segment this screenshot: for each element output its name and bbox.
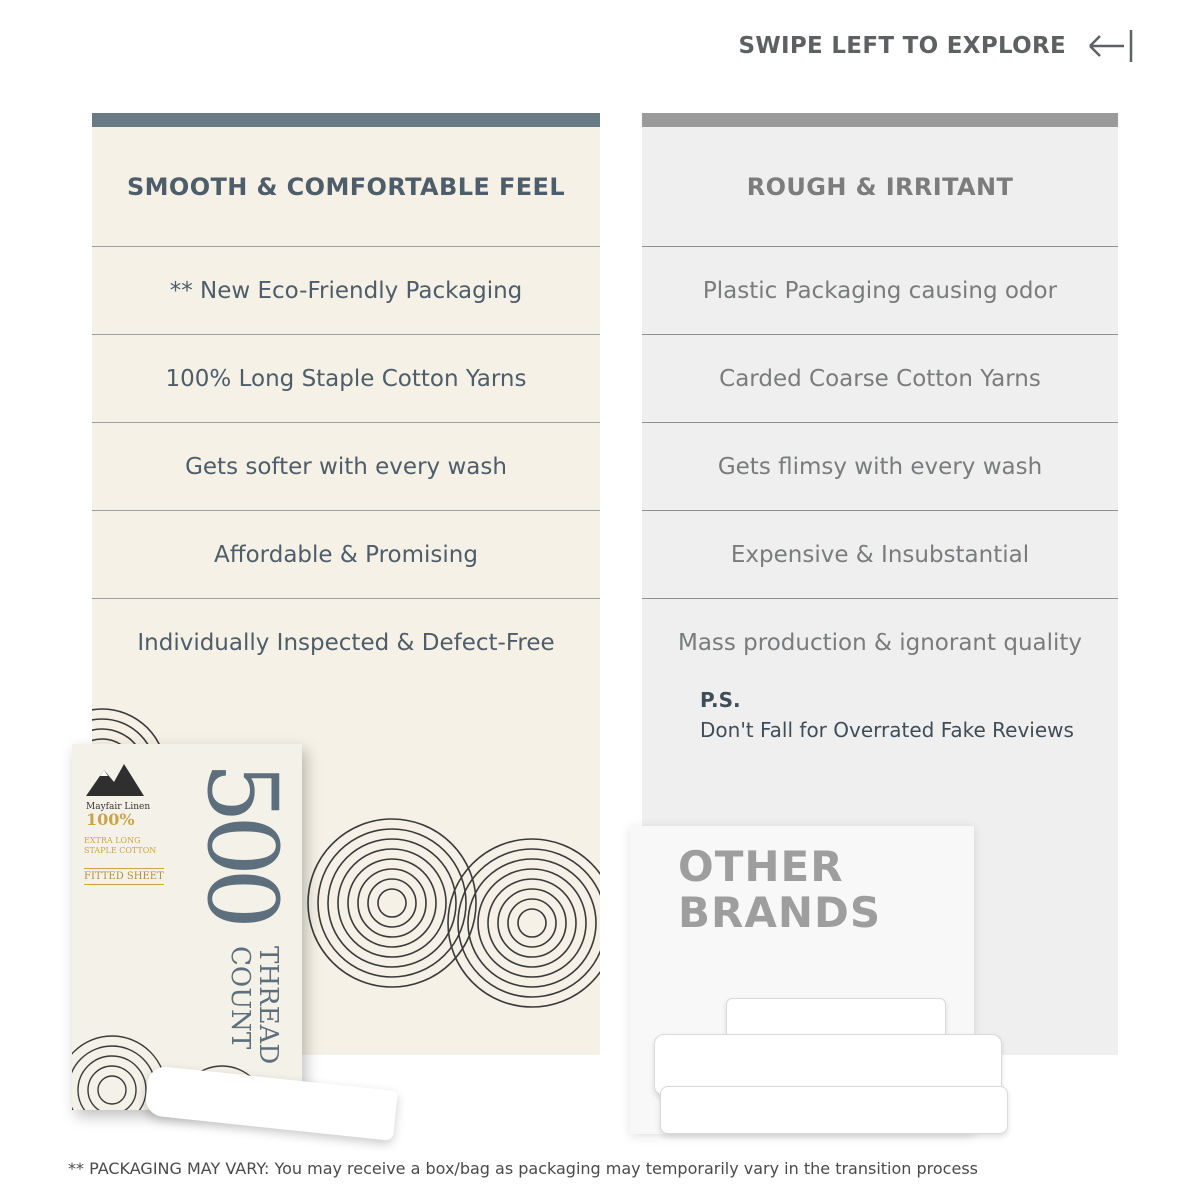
packaging-disclaimer: ** PACKAGING MAY VARY: You may receive a box/bag as packaging may temporarily vary in the transition process (68, 1159, 978, 1178)
fitted-sheet (660, 1086, 1008, 1134)
folded-sheet (146, 1070, 406, 1140)
left-heading: SMOOTH & COMFORTABLE FEEL (92, 127, 600, 247)
cotton-type: EXTRA LONG STAPLE COTTON (84, 836, 157, 855)
left-row-packaging: ** New Eco-Friendly Packaging (92, 247, 600, 335)
brand-name: Mayfair Linen (86, 802, 151, 812)
left-row-yarns: 100% Long Staple Cotton Yarns (92, 335, 600, 423)
ps-label: P.S. (700, 688, 741, 712)
product-type: FITTED SHEET (84, 868, 164, 885)
mayfair-product-box (72, 744, 302, 1110)
right-row-packaging: Plastic Packaging causing odor (642, 247, 1118, 335)
right-heading: ROUGH & IRRITANT (642, 127, 1118, 247)
left-row-wash: Gets softer with every wash (92, 423, 600, 511)
right-row-wash: Gets flimsy with every wash (642, 423, 1118, 511)
right-row-price: Expensive & Insubstantial (642, 511, 1118, 599)
column-top-bar (642, 113, 1118, 127)
thread-count-number: 500 (186, 762, 298, 922)
right-row-yarns: Carded Coarse Cotton Yarns (642, 335, 1118, 423)
ps-text: Don't Fall for Overrated Fake Reviews (700, 718, 1074, 742)
ps-note (700, 685, 1074, 745)
cotton-percent: 100% (86, 810, 135, 829)
left-row-price: Affordable & Promising (92, 511, 600, 599)
column-top-bar (92, 113, 600, 127)
right-row-quality: Mass production & ignorant quality (677, 630, 1083, 656)
other-brands-label: OTHER BRANDS (678, 842, 882, 937)
left-row-quality: Individually Inspected & Defect-Free (137, 630, 555, 656)
mountain-logo-icon (86, 762, 144, 796)
thread-word: THREAD COUNT (225, 946, 283, 1065)
arrow-left-bar-icon (1086, 28, 1134, 64)
swipe-label: SWIPE LEFT TO EXPLORE (738, 33, 1066, 59)
swipe-hint (738, 28, 1134, 64)
